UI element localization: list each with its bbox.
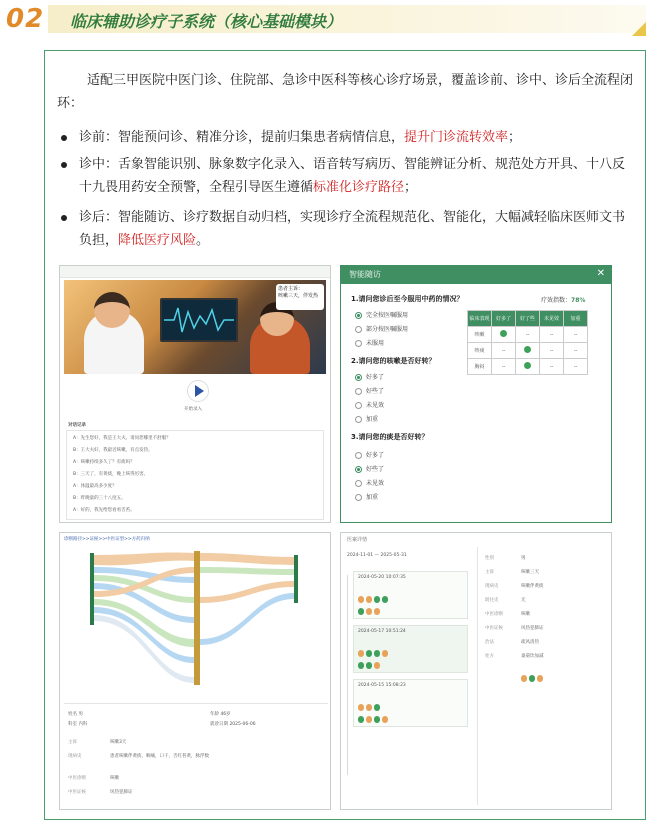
- field-value: 咳嗽: [521, 612, 530, 617]
- tag-row: [521, 667, 545, 686]
- patient-dept: 科室 内科: [68, 722, 88, 727]
- q3-option[interactable]: 未见效: [355, 478, 384, 487]
- field-label: 主诉: [485, 570, 494, 575]
- divider: [64, 703, 328, 704]
- table-header-row: [468, 311, 588, 327]
- tag-row: [358, 708, 390, 727]
- q2-option[interactable]: 好多了: [355, 372, 384, 381]
- q3-option[interactable]: 加重: [355, 492, 378, 501]
- table-cell: --: [564, 327, 588, 343]
- field-value: 桑菊饮加减: [521, 654, 544, 659]
- dialog-line: A：先生您好，我是王大夫。请问您哪里不舒服？: [73, 436, 171, 441]
- dialog-title: 智能随访: [349, 270, 381, 279]
- table-cell: --: [492, 343, 516, 359]
- waveform-icon: [162, 300, 236, 340]
- radio-icon: [355, 326, 362, 333]
- radio-icon: [355, 388, 362, 395]
- vertical-divider: [477, 547, 478, 805]
- table-cell: --: [564, 343, 588, 359]
- field-label: 现病史: [485, 584, 499, 589]
- field-value: 疏风清热: [521, 640, 539, 645]
- field-label: 性别: [485, 556, 494, 561]
- check-icon: [524, 346, 531, 353]
- timeline-line: [347, 575, 348, 775]
- radio-icon: [355, 416, 362, 423]
- bullet-in-diagnosis: 诊中：舌象智能识别、脉象数字化录入、语音转写病历、智能辨证分析、规范处方开具、十八反十九畏用药安全预警，全程引导医生遵循标准化诊疗路径；: [57, 153, 637, 199]
- symptom-name: 咳嗽: [468, 327, 492, 343]
- doctor-head: [94, 292, 130, 328]
- play-label: 开始录入: [184, 407, 202, 412]
- screenshot-case-record: [340, 532, 612, 810]
- highlight-text: 标准化诊疗路径: [313, 180, 405, 195]
- field-label: 治法: [485, 640, 494, 645]
- bullet-post-diagnosis: 诊后：智能随访、诊疗数据自动归档，实现诊疗全流程规范化、智能化，大幅减轻临床医师文书负担，降低医疗风险。: [57, 206, 637, 252]
- breadcrumb: 诊断路径>>证候>>中医证型>>方药归纳: [64, 537, 150, 542]
- table-cell: --: [516, 327, 540, 343]
- radio-icon: [355, 402, 362, 409]
- form-value: 咳嗽3天: [110, 740, 127, 745]
- play-icon: [188, 381, 208, 401]
- table-cell: --: [564, 359, 588, 375]
- q2-option[interactable]: 好些了: [355, 386, 384, 395]
- highlight-text: 提升门诊流转效率: [404, 130, 509, 145]
- field-label: 中医诊断: [485, 612, 503, 617]
- q3-option[interactable]: 好些了: [355, 464, 384, 473]
- close-icon[interactable]: ✕: [596, 268, 605, 279]
- q1-option[interactable]: 未服用: [355, 338, 384, 347]
- q1-option[interactable]: 完全按医嘱服用: [355, 310, 408, 319]
- speech-bubble: 患者主诉： 咳嗽三天，伴发热: [276, 284, 324, 310]
- question-2: 2.请问您的咳嗽是否好转？: [351, 357, 436, 365]
- radio-selected-icon: [355, 374, 362, 381]
- intro-paragraph: 适配三甲医院中医门诊、住院部、急诊中医科等核心诊疗场景，覆盖诊前、诊中、诊后全流程闭环：: [57, 73, 634, 111]
- dialog-line: B：王大夫好，我最近咳嗽，有点发热。: [73, 448, 153, 453]
- radio-icon: [355, 340, 362, 347]
- highlight-text: 降低医疗风险: [118, 233, 197, 248]
- dialog-line: A：咳嗽持续多久了？有痰吗？: [73, 460, 135, 465]
- table-row: [468, 327, 588, 343]
- patient-sex: 姓名 男: [68, 712, 83, 717]
- field-value: 咳嗽三天: [521, 570, 539, 575]
- table-cell: [492, 327, 516, 343]
- symptom-name: 咳痰: [468, 343, 492, 359]
- sankey-diagram: [64, 547, 328, 697]
- date-range[interactable]: 2024-11-01 — 2025-05-31: [347, 553, 407, 558]
- form-value: 咳嗽: [110, 776, 119, 781]
- section-number: 02: [6, 4, 45, 34]
- timeline-entry-selected[interactable]: 2024-05-17 10:51:24: [353, 625, 468, 673]
- section-header: [0, 0, 657, 38]
- table-header: 临床表现: [468, 311, 492, 327]
- table-cell: --: [540, 343, 564, 359]
- form-label: 中医诊断: [68, 776, 86, 781]
- form-label: 中医证候: [68, 790, 86, 795]
- table-row: [468, 343, 588, 359]
- table-cell: [516, 359, 540, 375]
- q3-option[interactable]: 好多了: [355, 450, 384, 459]
- table-cell: --: [540, 327, 564, 343]
- form-label: 现病史: [68, 754, 82, 759]
- check-icon: [500, 330, 507, 337]
- illustration-doctor-patient: [64, 280, 326, 374]
- radio-selected-icon: [355, 312, 362, 319]
- field-label: 中医证候: [485, 626, 503, 631]
- radio-icon: [355, 452, 362, 459]
- visit-date: 就诊日期 2025-06-06: [210, 722, 256, 727]
- dialog-line: A：体温最高多少度？: [73, 484, 117, 489]
- tag-row: [358, 600, 382, 619]
- table-header: 未见效: [540, 311, 564, 327]
- table-cell: --: [540, 359, 564, 375]
- radio-icon: [355, 494, 362, 501]
- screenshot-diagnosis-path: [59, 532, 331, 810]
- table-cell: [516, 343, 540, 359]
- timeline-entry[interactable]: 2024-05-15 15:08:23: [353, 679, 468, 727]
- record-title: 医案详情: [347, 537, 368, 543]
- dialog-line: B：三天了，有黄痰，晚上咳得厉害。: [73, 472, 149, 477]
- compliance-value: 78%: [571, 297, 586, 304]
- radio-selected-icon: [355, 466, 362, 473]
- dialog-header: [341, 266, 611, 284]
- dialog-record-list: [66, 430, 324, 520]
- content-box: [44, 50, 646, 820]
- question-3: 3.请问您的痰是否好转？: [351, 433, 429, 441]
- bullet-dot: [61, 135, 67, 141]
- field-label: 处方: [485, 654, 494, 659]
- bullet-dot: [61, 215, 67, 221]
- field-value: 风热犯肺证: [521, 626, 544, 631]
- bullet-pre-diagnosis: 诊前：智能预问诊、精准分诊，提前归集患者病情信息，提升门诊流转效率；: [57, 126, 637, 149]
- symptom-name: 胸闷: [468, 359, 492, 375]
- outcome-table: [467, 310, 588, 375]
- form-value: 患者咳嗽伴黄痰，咽痛，口干，舌红苔黄，脉浮数: [110, 754, 209, 759]
- form-value: 风热犯肺证: [110, 790, 133, 795]
- field-value: 男: [521, 556, 526, 561]
- table-header: 好了些: [516, 311, 540, 327]
- table-header: 加重: [564, 311, 588, 327]
- field-label: 既往史: [485, 598, 499, 603]
- patient-age: 年龄 46岁: [210, 712, 231, 717]
- q2-option[interactable]: 未见效: [355, 400, 384, 409]
- field-value: 咳嗽伴黄痰: [521, 584, 544, 589]
- bullet-dot: [61, 162, 67, 168]
- q1-option[interactable]: 部分按医嘱服用: [355, 324, 408, 333]
- header-corner-decoration: [632, 22, 646, 36]
- dialog-line: B：昨晚量的三十八度五。: [73, 496, 126, 501]
- field-value: 无: [521, 598, 526, 603]
- ultrasound-monitor: [160, 298, 238, 342]
- table-cell: --: [492, 359, 516, 375]
- radio-icon: [355, 480, 362, 487]
- table-row: [468, 359, 588, 375]
- timeline-entry[interactable]: 2024-05-20 10:07:35: [353, 571, 468, 619]
- screenshot-followup-dialog: [340, 265, 612, 523]
- table-header: 好多了: [492, 311, 516, 327]
- form-label: 主诉: [68, 740, 77, 745]
- screenshot-consultation: [59, 265, 331, 523]
- play-button[interactable]: [187, 380, 209, 402]
- window-topbar: [60, 266, 330, 278]
- dialog-line: A：好的，我先给您看看舌苔。: [73, 508, 135, 513]
- compliance-indicator: 疗效指数：78%: [541, 297, 586, 304]
- dialog-record-heading: 对话记录: [68, 423, 86, 428]
- section-title: 临床辅助诊疗子系统（核心基础模块）: [70, 12, 343, 31]
- check-icon: [524, 362, 531, 369]
- tag-row: [358, 654, 382, 673]
- question-1: 1.请问您诊后至今服用中药的情况？: [351, 295, 464, 303]
- q2-option[interactable]: 加重: [355, 414, 378, 423]
